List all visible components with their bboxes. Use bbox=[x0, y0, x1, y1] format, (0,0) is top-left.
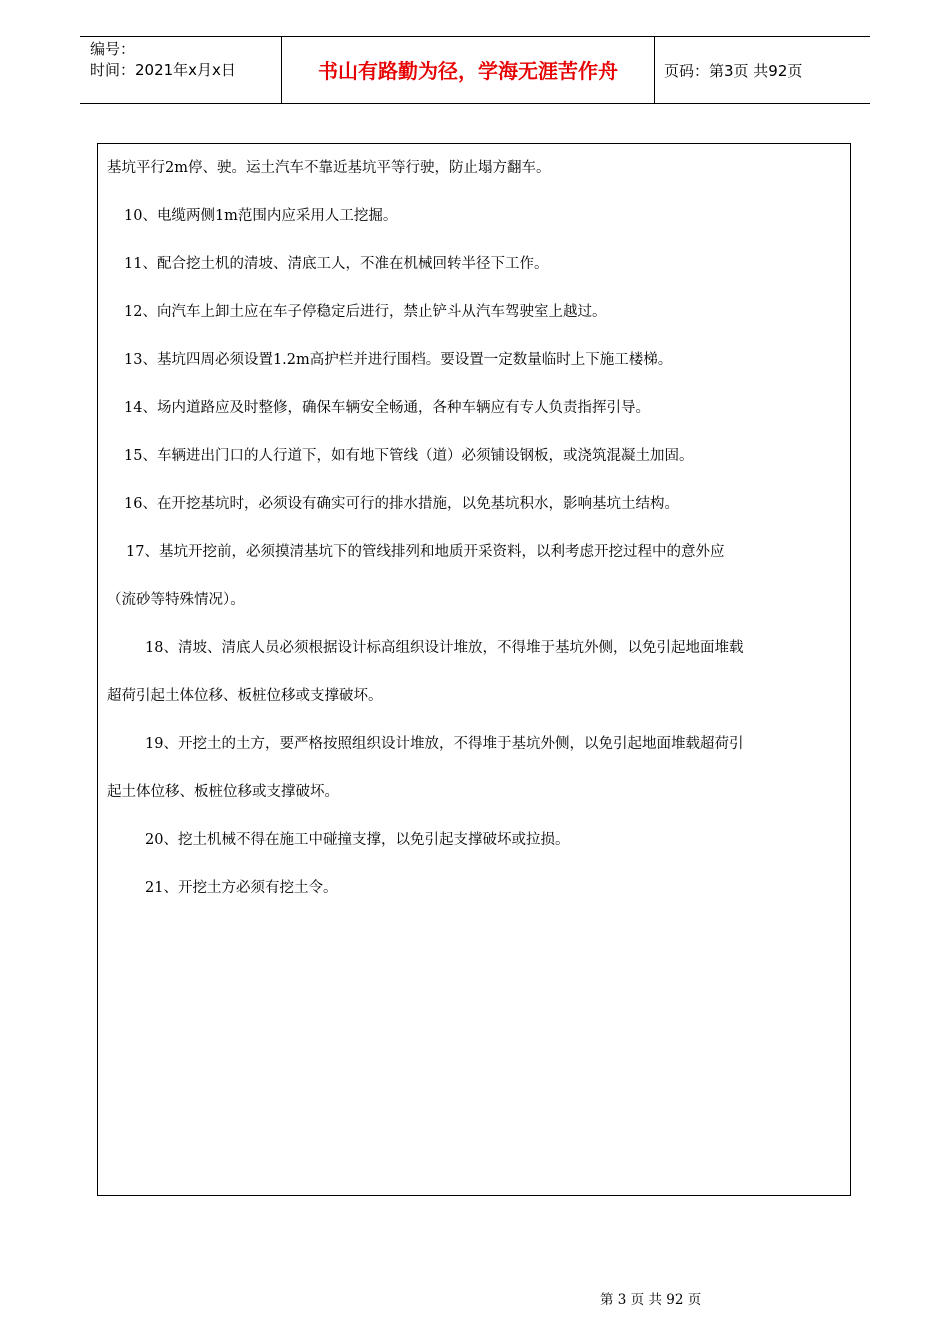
header-page-info: 页码：第3页 共92页 bbox=[664, 62, 803, 80]
content-line: 11、配合挖土机的清坡、清底工人，不准在机械回转半径下工作。 bbox=[124, 256, 549, 272]
content-line: 起土体位移、板桩位移或支撑破坏。 bbox=[107, 784, 339, 800]
content-line: 基坑平行2m停、驶。运土汽车不靠近基坑平等行驶，防止塌方翻车。 bbox=[107, 160, 551, 176]
header-bottom-rule bbox=[80, 103, 870, 104]
content-line: 19、开挖土的土方，要严格按照组织设计堆放，不得堆于基坑外侧，以免引起地面堆载超荷引 bbox=[145, 736, 744, 752]
content-line: 12、向汽车上卸土应在车子停稳定后进行，禁止铲斗从汽车驾驶室上越过。 bbox=[124, 304, 607, 320]
date-text: 时间：2021年x月x日 bbox=[90, 61, 236, 79]
content-line: 13、基坑四周必须设置1.2m高护栏并进行围档。要设置一定数量临时上下施工楼梯。 bbox=[124, 352, 673, 368]
content-line: 18、清坡、清底人员必须根据设计标高组织设计堆放，不得堆于基坑外侧，以免引起地面堆载 bbox=[145, 640, 744, 656]
serial-label: 编号： bbox=[90, 40, 136, 58]
header-motto: 书山有路勤为径，学海无涯苦作舟 bbox=[318, 59, 618, 83]
content-line: 15、车辆进出门口的人行道下，如有地下管线（道）必须铺设钢板，或浇筑混凝土加固。 bbox=[124, 448, 694, 464]
content-line: 10、电缆两侧1m范围内应采用人工挖掘。 bbox=[124, 208, 398, 224]
content-line: 21、开挖土方必须有挖土令。 bbox=[145, 880, 338, 896]
content-line: 超荷引起土体位移、板桩位移或支撑破坏。 bbox=[107, 688, 383, 704]
content-frame bbox=[97, 143, 851, 1196]
content-line: 20、挖土机械不得在施工中碰撞支撑，以免引起支撑破坏或拉损。 bbox=[145, 832, 570, 848]
header-top-rule bbox=[80, 36, 870, 37]
content-line: （流砂等特殊情况）。 bbox=[107, 592, 245, 608]
content-line: 14、场内道路应及时整修，确保车辆安全畅通，各种车辆应有专人负责指挥引导。 bbox=[124, 400, 650, 416]
header-divider-right bbox=[654, 36, 655, 104]
footer-page-number: 第 3 页 共 92 页 bbox=[600, 1292, 702, 1308]
content-line: 16、在开挖基坑时，必须设有确实可行的排水措施，以免基坑积水，影响基坑土结构。 bbox=[124, 496, 679, 512]
header-meta bbox=[90, 39, 280, 81]
content-line: 17、基坑开挖前，必须摸清基坑下的管线排列和地质开采资料，以利考虑开挖过程中的意外应 bbox=[126, 544, 725, 560]
